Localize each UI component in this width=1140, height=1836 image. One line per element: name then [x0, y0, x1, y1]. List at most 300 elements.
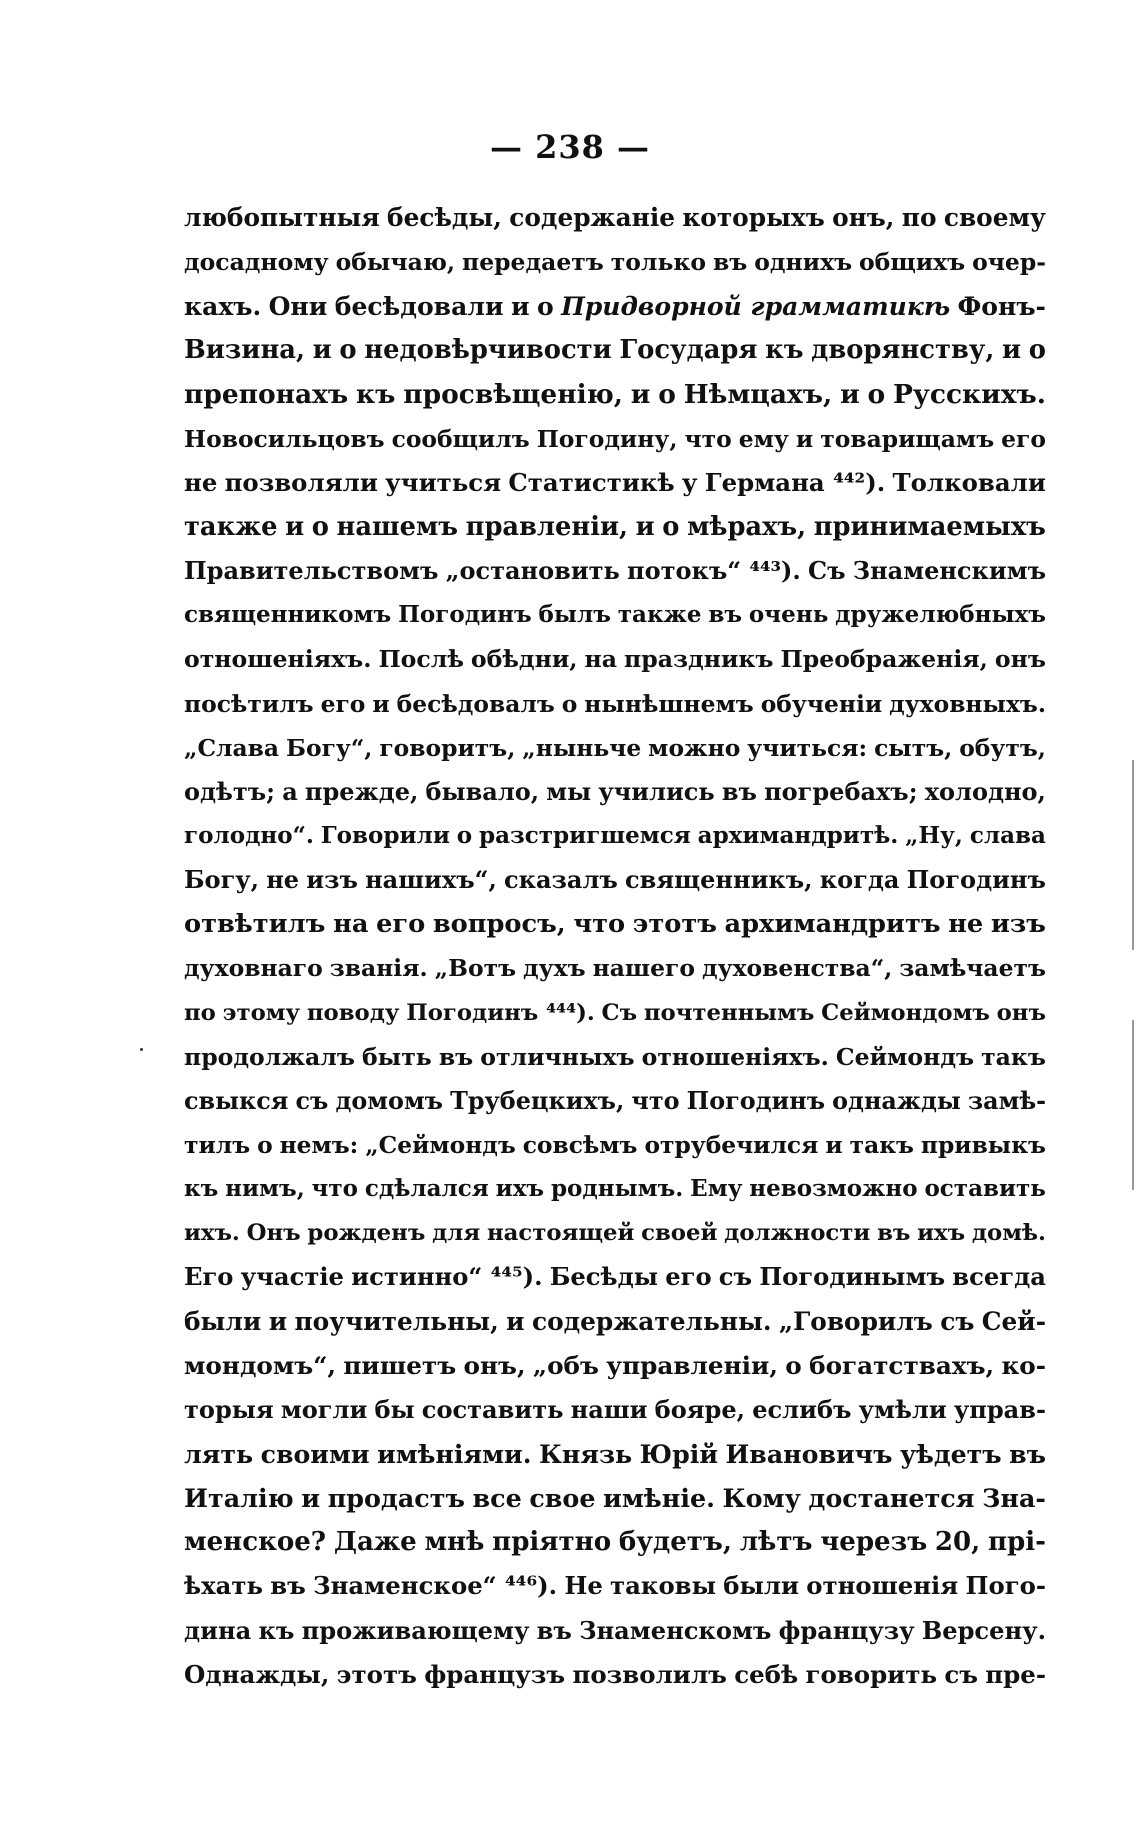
text-word: все [472, 1483, 522, 1514]
text-line [184, 902, 1046, 946]
text-word: сообщилъ [391, 424, 530, 453]
text-word: изъ [990, 909, 1046, 940]
text-word: этотъ [632, 909, 717, 940]
scan-speck [140, 1048, 143, 1051]
text-line [184, 814, 1046, 858]
text-word: Ему [690, 1175, 743, 1203]
text-word: что [684, 424, 732, 453]
text-word: онъ [994, 645, 1046, 674]
text-word: и [372, 689, 390, 718]
text-word: Кому [722, 1483, 801, 1514]
text-word: духъ [523, 954, 586, 983]
text-word: отличныхъ [480, 1042, 635, 1071]
text-word: о [1028, 335, 1046, 366]
text-word: архимандритѣ. [697, 821, 899, 849]
text-word: и [635, 511, 655, 542]
text-word: лять [184, 1438, 254, 1469]
text-line [184, 726, 1046, 770]
text-word: досадному [184, 248, 329, 277]
text-word: мнѣ [424, 1527, 485, 1558]
text-word: Однажды, [184, 1659, 330, 1689]
text-word: проживающему [301, 1615, 530, 1645]
text-word: управ- [953, 1394, 1046, 1424]
text-word: Богу, [184, 865, 260, 895]
text-word: этому [222, 999, 301, 1026]
text-word: недовѣрчивости [364, 335, 612, 366]
text-word: Говорили [320, 821, 450, 849]
text-word: отношенія [806, 1571, 959, 1601]
text-word: этотъ [336, 1659, 417, 1689]
text-word: уѣдетъ [899, 1438, 1002, 1469]
text-word: сытъ, [874, 733, 953, 762]
text-word: тилъ [184, 1130, 251, 1159]
text-word: Германа ⁴⁴²). [704, 467, 886, 497]
text-word: бесѣдовали [334, 291, 504, 322]
text-word: его [320, 689, 366, 718]
text-word: „Сеймондъ [365, 1130, 516, 1159]
text-word: о [662, 511, 680, 542]
text-word: Погодинъ [906, 865, 1046, 895]
text-word: въ [712, 248, 748, 277]
text-word: имѣніе. [603, 1483, 715, 1514]
text-word: немъ: [279, 1130, 359, 1159]
text-word: говорить [805, 1659, 938, 1689]
text-word: мондомъ“, [184, 1350, 336, 1380]
text-word: что [631, 1086, 680, 1115]
text-word: Съ [601, 999, 638, 1026]
text-word: о [785, 1350, 802, 1380]
text-word: продастъ [327, 1483, 465, 1514]
text-word: оставить [924, 1175, 1046, 1203]
text-word: священникомъ [184, 601, 392, 629]
text-word: позволяли [224, 467, 378, 497]
text-line [184, 284, 1046, 328]
text-word: еслибъ [752, 1394, 852, 1424]
text-word: о [658, 378, 676, 410]
text-word: въ [270, 1571, 306, 1601]
text-word: нимъ, [225, 1175, 305, 1203]
text-word: учиться [385, 467, 502, 497]
text-word: любопытныя [184, 203, 380, 232]
text-line [184, 505, 1046, 549]
text-word: рожденъ [307, 1220, 426, 1247]
text-word: Послѣ [378, 645, 464, 674]
text-word: архимандритъ [724, 909, 941, 940]
text-word: по [901, 203, 937, 232]
text-word: и [1002, 335, 1022, 366]
text-word: Погодину, [536, 424, 678, 453]
text-word: и [630, 378, 651, 410]
text-word: „Вотъ [434, 954, 517, 983]
text-word: Трубецкихъ, [450, 1086, 625, 1115]
text-word: погребахъ; [764, 776, 918, 806]
text-word: французу [778, 1615, 915, 1645]
text-word: Пого- [965, 1571, 1046, 1601]
text-line [184, 991, 1046, 1035]
text-word: передаетъ [462, 248, 604, 277]
text-word: можно [648, 733, 741, 762]
text-word: Погодинъ [398, 601, 532, 629]
text-word: духовнаго [184, 954, 323, 983]
text-word: учиться: [747, 733, 868, 762]
text-word: Не [564, 1571, 603, 1601]
text-word: на [333, 909, 369, 940]
text-line [184, 196, 1046, 240]
text-word: совсѣмъ [522, 1130, 638, 1159]
text-word: пріятно [492, 1527, 612, 1558]
text-word: отрубечился [644, 1130, 819, 1159]
text-line [184, 240, 1046, 284]
text-word: Визина, [184, 335, 305, 366]
text-word: разстригшемся [479, 821, 691, 849]
text-word: мѣрахъ, [687, 511, 807, 542]
text-word: прі- [987, 1527, 1046, 1558]
text-word: Сеймондъ [835, 1042, 975, 1071]
text-word: не [266, 865, 300, 895]
text-word: Италію [184, 1483, 294, 1514]
text-word: просвѣщенію, [403, 378, 623, 410]
text-word: Юрій [639, 1438, 719, 1469]
text-word: поучительны, [294, 1306, 499, 1336]
text-word: имѣніями. [377, 1438, 532, 1469]
text-word: его [1001, 424, 1046, 453]
text-word: „объ [532, 1350, 599, 1380]
text-line [184, 946, 1046, 990]
text-word: Богу“, [286, 733, 373, 762]
text-word: и [301, 1483, 321, 1514]
text-word: бывало, [425, 776, 540, 806]
text-word: посѣтилъ [184, 689, 314, 718]
text-word: и [510, 291, 530, 322]
text-word: о [257, 1130, 273, 1159]
text-word: къ [765, 335, 804, 366]
text-word: въ [1009, 1438, 1046, 1469]
text-word: къ [356, 378, 396, 410]
text-word: поводу [306, 999, 400, 1026]
text-line [184, 1167, 1046, 1211]
text-word: французъ [424, 1659, 566, 1689]
text-word: съ [940, 1306, 975, 1336]
text-word: говоритъ, [379, 733, 516, 762]
text-word: изъ [306, 865, 358, 895]
text-word: всегда [952, 1262, 1046, 1292]
text-word: по [184, 999, 216, 1026]
text-word: потокъ“ ⁴⁴³). [627, 556, 801, 586]
text-word: такъ [981, 1042, 1046, 1071]
text-word: содержаніе [509, 203, 676, 232]
text-word: бесѣды, [387, 203, 502, 232]
text-word: пишетъ [343, 1350, 457, 1380]
text-word: „Слава [184, 733, 280, 762]
text-word: Даже [333, 1527, 417, 1558]
text-word: къ [184, 1175, 219, 1203]
text-word: Версену. [921, 1615, 1046, 1645]
text-word: о [536, 291, 554, 322]
text-word: его [376, 909, 426, 940]
text-word: Зна- [982, 1483, 1046, 1514]
text-word: Погодинъ ⁴⁴⁴). [406, 999, 595, 1026]
text-word: съ [944, 1659, 978, 1689]
text-word: Толковали [892, 467, 1046, 497]
text-line [184, 1079, 1046, 1123]
text-word: и [825, 1130, 843, 1159]
text-line [184, 637, 1046, 681]
text-word: въ [438, 1042, 474, 1071]
text-word: Они [268, 291, 328, 322]
text-word: для [432, 1220, 481, 1247]
text-word: отношеніяхъ. [641, 1042, 829, 1071]
text-word: Бесѣды [549, 1262, 659, 1292]
text-word: въ [708, 601, 743, 629]
text-word: дружелюбныхъ [835, 601, 1046, 629]
text-word: о [867, 378, 886, 410]
text-line [184, 1388, 1046, 1432]
text-word: умѣли [858, 1394, 947, 1424]
text-word: учились [598, 776, 715, 806]
text-word: въ [877, 1220, 911, 1247]
text-word: обѣдни, [470, 645, 578, 674]
text-word: домомъ [335, 1086, 443, 1115]
text-word: „остановить [445, 556, 620, 586]
text-word: были [723, 1571, 800, 1601]
text-word: ему [738, 424, 789, 453]
text-word: которыхъ [682, 203, 825, 232]
text-word: и [795, 424, 814, 453]
text-word: сдѣлался [364, 1175, 489, 1203]
text-word: и [285, 511, 305, 542]
text-word: бы [374, 1394, 415, 1424]
text-word: достанется [808, 1483, 975, 1514]
text-word: былъ [538, 601, 611, 629]
text-word: слава [969, 821, 1046, 849]
text-word: настоящей [486, 1220, 635, 1247]
text-word: замѣ- [967, 1086, 1046, 1115]
text-line [184, 328, 1046, 372]
text-word: управленіи, [606, 1350, 778, 1380]
text-word: торыя [184, 1394, 274, 1424]
text-word: своими [260, 1438, 370, 1469]
text-word: однихъ [754, 248, 853, 277]
text-word: онъ, [832, 203, 895, 232]
text-line [184, 1609, 1046, 1653]
text-word: Знаменскимъ [852, 556, 1046, 586]
text-word: прежде, [304, 776, 419, 806]
text-line [184, 1432, 1046, 1476]
text-word: холодно, [924, 776, 1046, 806]
body-text [184, 196, 1046, 1697]
text-line [184, 461, 1046, 505]
text-word: священникъ, [625, 865, 813, 895]
text-word: роднымъ. [550, 1175, 684, 1203]
text-word: общихъ [859, 248, 966, 277]
text-word: нашемъ [336, 511, 459, 542]
text-word: также [617, 601, 702, 629]
text-line [184, 1520, 1046, 1564]
text-word: не [948, 909, 984, 940]
text-word: когда [819, 865, 900, 895]
text-word: такъ [849, 1130, 914, 1159]
text-word: Сеймондомъ [821, 999, 990, 1026]
text-word: быть [361, 1042, 432, 1071]
text-word: званія. [329, 954, 428, 983]
text-word: Придворной грамматикѣ [561, 291, 951, 322]
text-word: „Говорилъ [778, 1306, 933, 1336]
text-word: отвѣтилъ [184, 909, 326, 940]
text-word: ихъ [495, 1175, 545, 1203]
text-word: на [584, 645, 618, 674]
text-word: позволилъ [572, 1659, 727, 1689]
text-line [184, 1123, 1046, 1167]
text-word: своей [641, 1220, 718, 1247]
text-word: составить [421, 1394, 564, 1424]
text-word: Фонъ- [957, 291, 1046, 322]
text-word: 20, [934, 1527, 981, 1558]
text-word: невозможно [749, 1175, 918, 1203]
text-word: продолжалъ [184, 1042, 355, 1071]
text-word: онъ [996, 999, 1046, 1026]
text-word: Погодинъ [686, 1086, 826, 1115]
text-word: о [456, 821, 473, 849]
text-word: свыкся [184, 1086, 289, 1115]
text-word: привыкъ [920, 1130, 1046, 1159]
text-word: свое [529, 1483, 596, 1514]
text-word: участіе [240, 1262, 344, 1292]
text-word: что [311, 1175, 359, 1203]
text-line [184, 1300, 1046, 1344]
text-line [184, 1476, 1046, 1520]
text-word: Новосильцовъ [184, 424, 385, 453]
text-word: о [339, 335, 357, 366]
text-word: съ [295, 1086, 329, 1115]
text-word: обычаю, [335, 248, 456, 277]
text-word: нашего [592, 954, 695, 983]
text-word: своему [943, 203, 1046, 232]
text-word: вопросъ, [432, 909, 566, 940]
page-number: — 238 — [489, 128, 651, 166]
text-word: себѣ [734, 1659, 799, 1689]
text-word: къ [258, 1615, 295, 1645]
text-word: Знаменское“ ⁴⁴⁶). [313, 1571, 558, 1601]
text-word: могли [280, 1394, 368, 1424]
text-word: однажды [832, 1086, 961, 1115]
scan-edge-line [1132, 760, 1134, 950]
text-word: наши [570, 1394, 648, 1424]
text-word: Съ [807, 556, 846, 586]
text-word: Его [184, 1262, 234, 1292]
text-word: Нѣмцахъ, [683, 378, 833, 410]
text-word: въ [721, 776, 757, 806]
text-word: мы [546, 776, 592, 806]
text-word: нашихъ“, [365, 865, 497, 895]
text-word: онъ, [463, 1350, 526, 1380]
text-word: о [561, 689, 578, 718]
scan-edge-line [1132, 1020, 1134, 1190]
text-word: черезъ [820, 1527, 928, 1558]
text-word: правленіи, [465, 511, 628, 542]
text-word: съ [718, 1262, 753, 1292]
text-line [184, 1344, 1046, 1388]
text-line [184, 1255, 1046, 1299]
text-word: истинно“ ⁴⁴⁵). [351, 1262, 543, 1292]
text-word: въ [536, 1615, 572, 1645]
text-word: богатствахъ, [809, 1350, 995, 1380]
text-line [184, 1653, 1046, 1697]
text-word: Преображенія, [780, 645, 988, 674]
text-word: праздникъ [624, 645, 774, 674]
text-word: только [610, 248, 707, 277]
text-word: одѣтъ; [184, 776, 276, 806]
text-word: нынѣшнемъ [584, 689, 754, 718]
text-word: принимаемыхъ [813, 511, 1046, 542]
text-word: таковы [610, 1571, 716, 1601]
text-word: „Ну, [905, 821, 963, 849]
text-word: отношеніяхъ. [184, 645, 372, 674]
text-word: Правительствомъ [184, 556, 439, 586]
text-word: и [840, 378, 860, 410]
text-word: ко- [1001, 1350, 1046, 1380]
text-word: Погодинымъ [759, 1262, 946, 1292]
text-word: ихъ [917, 1220, 966, 1247]
text-word: Онъ [246, 1220, 301, 1247]
text-word: Ивановичъ [725, 1438, 893, 1469]
text-word: бесѣдовалъ [396, 689, 555, 718]
text-line [184, 417, 1046, 461]
text-word: сказалъ [504, 865, 618, 895]
text-word: духовенства“, [701, 954, 893, 983]
text-word: Русскихъ. [893, 378, 1046, 410]
text-word: очер- [972, 248, 1046, 277]
text-word: его [665, 1262, 712, 1292]
text-line [184, 373, 1046, 417]
text-word: обученіи [760, 689, 883, 718]
text-word: пре- [985, 1659, 1046, 1689]
text-word: не [184, 467, 218, 497]
text-word: кахъ. [184, 291, 262, 322]
text-word: и [268, 1306, 288, 1336]
text-word: „ныньче [522, 733, 642, 762]
text-line [184, 593, 1046, 637]
text-word: Статистикѣ [508, 467, 675, 497]
text-word: о [311, 511, 329, 542]
text-word: ихъ. [184, 1220, 240, 1247]
text-word: также [184, 511, 278, 542]
text-word: домѣ. [971, 1220, 1046, 1247]
text-word: почтеннымъ [643, 999, 815, 1026]
text-word: товарищамъ [820, 424, 995, 453]
text-word: дина [184, 1615, 252, 1645]
text-word: что [573, 909, 626, 940]
text-word: бояре, [654, 1394, 746, 1424]
text-word: Государя [619, 335, 758, 366]
text-word: у [681, 467, 698, 497]
text-word: Сей- [981, 1306, 1046, 1336]
text-word: ѣхать [184, 1571, 263, 1601]
text-word: обутъ, [959, 733, 1046, 762]
text-line [184, 1211, 1046, 1255]
text-word: голодно“. [184, 821, 314, 849]
text-line [184, 682, 1046, 726]
text-line [184, 549, 1046, 593]
text-word: содержательны. [531, 1306, 772, 1336]
text-word: духовныхъ. [889, 689, 1046, 718]
text-word: и [506, 1306, 525, 1336]
text-word: и [312, 335, 332, 366]
text-word: а [282, 776, 298, 806]
text-word: будетъ, [618, 1527, 732, 1558]
text-word: лѣтъ [739, 1527, 813, 1558]
text-word: замѣчаетъ [899, 954, 1046, 983]
text-word: были [184, 1306, 262, 1336]
